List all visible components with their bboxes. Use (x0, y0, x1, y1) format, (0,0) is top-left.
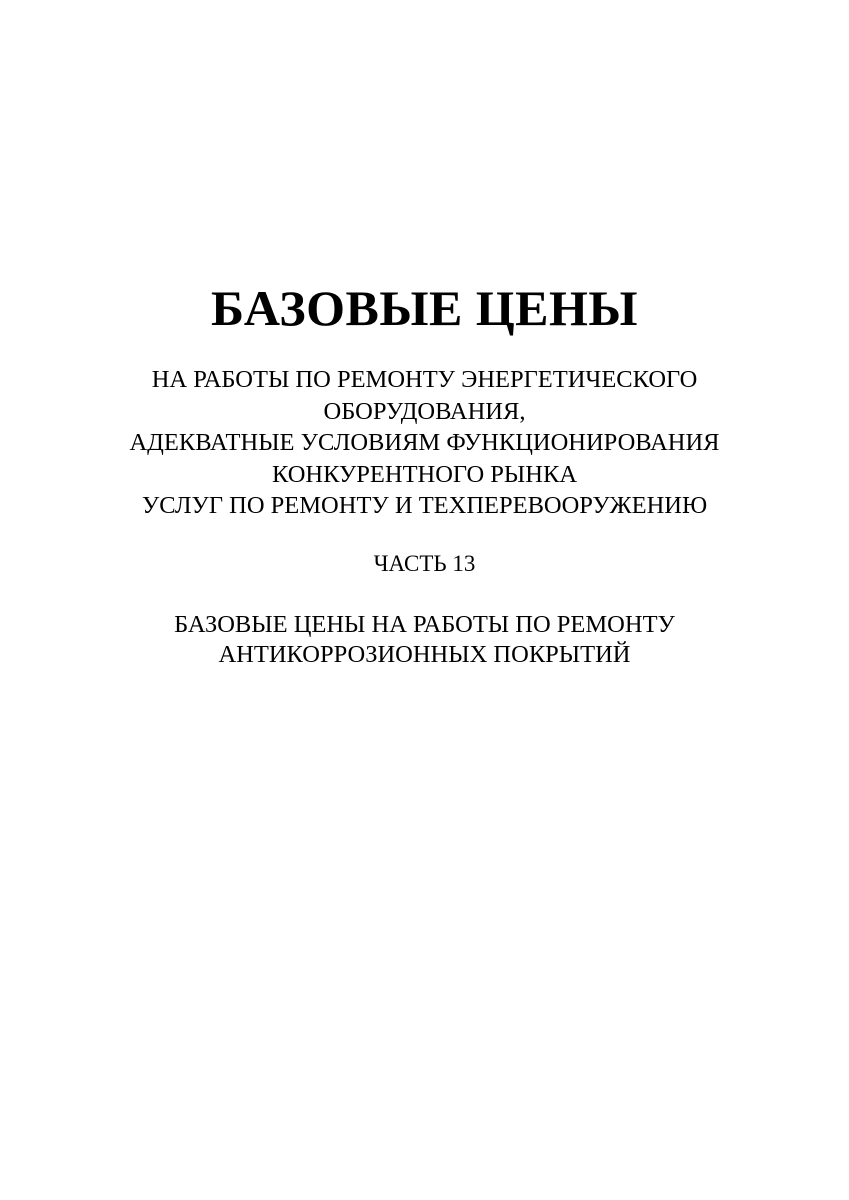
part-title (0, 610, 849, 670)
subtitle-line: НА РАБОТЫ ПО РЕМОНТУ ЭНЕРГЕТИЧЕСКОГО (151, 366, 698, 393)
document-subtitle (0, 364, 849, 522)
part-title-line: АНТИКОРРОЗИОННЫХ ПОКРЫТИЙ (218, 641, 631, 668)
subtitle-line: АДЕКВАТНЫЕ УСЛОВИЯМ ФУНКЦИОНИРОВАНИЯ (129, 429, 720, 456)
part-title-line: БАЗОВЫЕ ЦЕНЫ НА РАБОТЫ ПО РЕМОНТУ (174, 611, 675, 638)
subtitle-line: УСЛУГ ПО РЕМОНТУ И ТЕХПЕРЕВООРУЖЕНИЮ (141, 492, 708, 519)
subtitle-line: КОНКУРЕНТНОГО РЫНКА (271, 460, 578, 488)
document-title: БАЗОВЫЕ ЦЕНЫ (210, 280, 639, 336)
part-label: ЧАСТЬ 13 (373, 551, 476, 576)
subtitle-line: ОБОРУДОВАНИЯ, (323, 397, 526, 425)
